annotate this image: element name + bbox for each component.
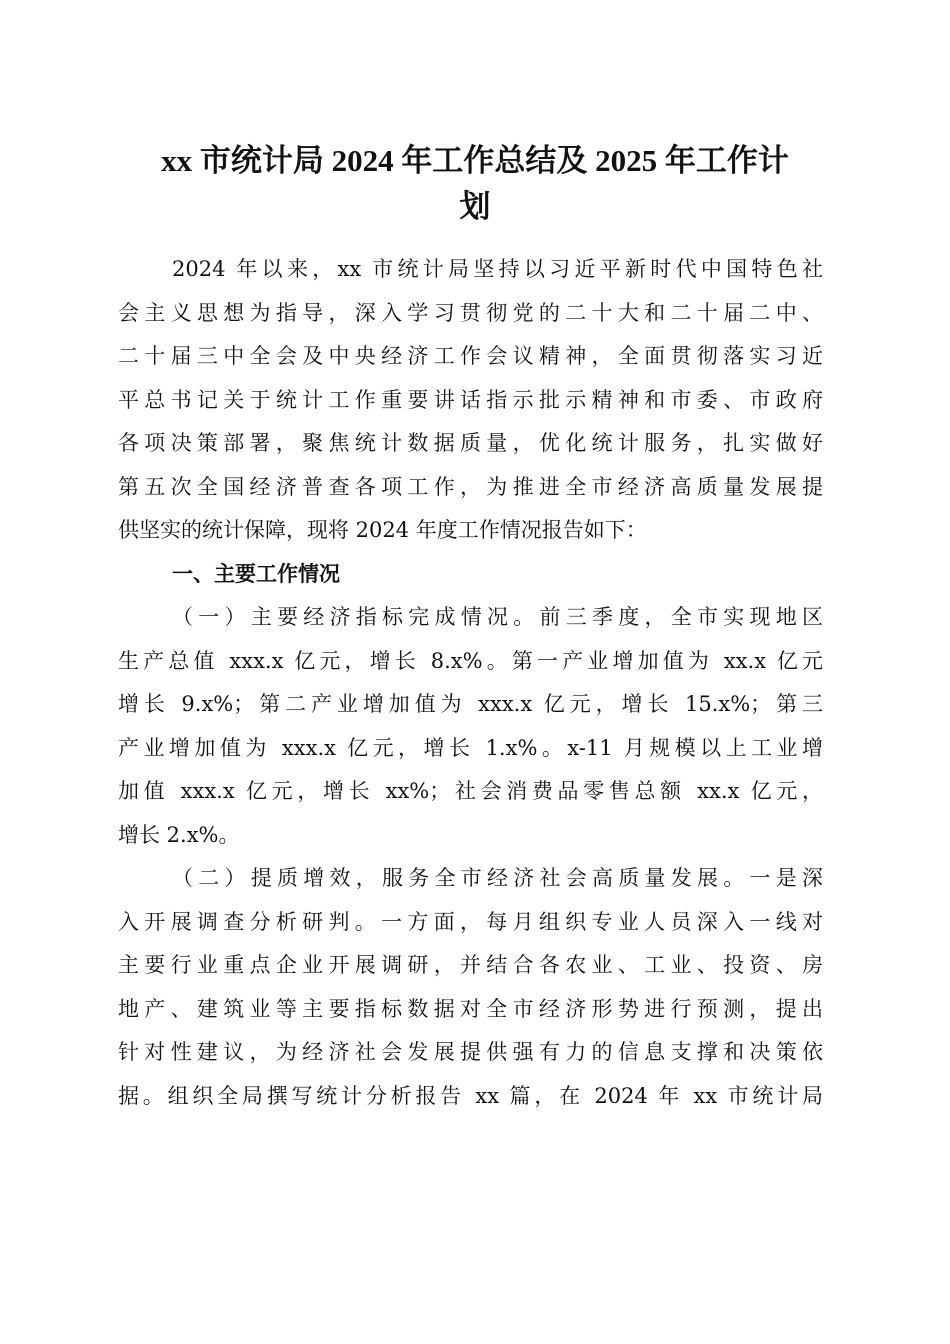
text-line: 生产总值 xxx.x 亿元，增长 8.x%。第一产业增加值为 xx.x 亿元 bbox=[118, 648, 823, 673]
text-line: 加值 xxx.x 亿元，增长 xx%；社会消费品零售总额 xx.x 亿元， bbox=[118, 779, 823, 803]
text-line: 会主义思想为指导，深入学习贯彻党的二十大和二十届二中、 bbox=[118, 300, 823, 325]
text-line: 平总书记关于统计工作重要讲话指示批示精神和市委、市政府 bbox=[118, 387, 823, 412]
title-line: xx 市统计局 2024 年工作总结及 2025 年工作计 bbox=[161, 143, 789, 178]
text-line: 针对性建议，为经济社会发展提供强有力的信息支撑和决策依 bbox=[118, 1040, 823, 1064]
document-body bbox=[118, 248, 823, 1118]
text-line: 产业增加值为 xxx.x 亿元，增长 1.x%。x-11 月规模以上工业增 bbox=[118, 735, 823, 760]
text-line: 地产、建筑业等主要指标数据对全市经济形势进行预测，提出 bbox=[118, 996, 823, 1021]
section-heading: 一、主要工作情况 bbox=[172, 561, 340, 586]
paragraph bbox=[118, 248, 823, 553]
text-line: 2024 年以来，xx 市统计局坚持以习近平新时代中国特色社 bbox=[172, 257, 823, 281]
paragraph bbox=[118, 857, 823, 1118]
text-line: 增长 2.x%。 bbox=[118, 822, 240, 847]
document-title bbox=[100, 138, 850, 230]
text-line: 主要行业重点企业开展调研，并结合各农业、工业、投资、房 bbox=[118, 953, 823, 977]
text-line: 第五次全国经济普查各项工作，为推进全市经济高质量发展提 bbox=[118, 474, 823, 499]
text-line: 供坚实的统计保障，现将 2024 年度工作情况报告如下： bbox=[118, 518, 647, 542]
paragraph bbox=[118, 596, 823, 857]
text-line: 增长 9.x%；第二产业增加值为 xxx.x 亿元，增长 15.x%；第三 bbox=[118, 692, 823, 716]
text-line: 据。组织全局撰写统计分析报告 xx 篇，在 2024 年 xx 市统计局 bbox=[118, 1083, 823, 1108]
text-line: （二）提质增效，服务全市经济社会高质量发展。一是深 bbox=[172, 866, 823, 890]
text-line: （一）主要经济指标完成情况。前三季度，全市实现地区 bbox=[172, 605, 823, 629]
title-line: 划 bbox=[459, 189, 491, 224]
text-line: 二十届三中全会及中央经济工作会议精神，全面贯彻落实习近 bbox=[118, 344, 823, 368]
text-line: 各项决策部署，聚焦统计数据质量，优化统计服务，扎实做好 bbox=[118, 431, 823, 455]
text-line: 入开展调查分析研判。一方面，每月组织专业人员深入一线对 bbox=[118, 909, 823, 934]
